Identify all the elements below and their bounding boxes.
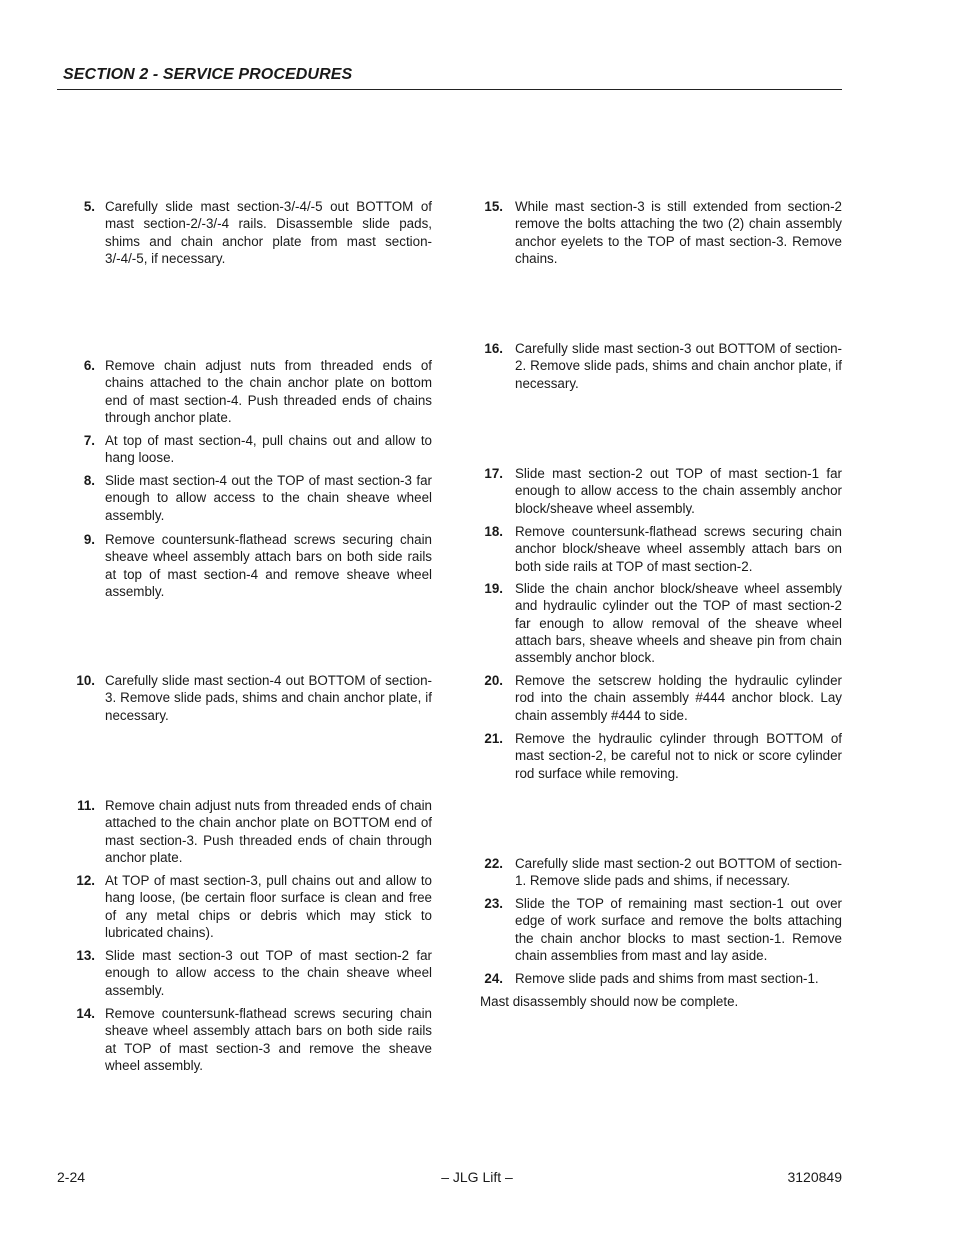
step-number: 23. (484, 896, 503, 911)
step-number: 17. (484, 466, 503, 481)
step-item (83, 198, 432, 267)
step-item (83, 472, 432, 524)
step-item (77, 797, 432, 866)
step-item (83, 432, 432, 467)
step-item (76, 947, 432, 999)
step-number: 22. (484, 856, 503, 871)
step-number: 16. (484, 341, 503, 356)
step-number: 8. (83, 473, 95, 488)
step-item (76, 872, 432, 941)
step-text: Slide mast section-2 out TOP of mast section-1 far enough to allow access to the chain assembly anchor block/sheave wheel assembly. (515, 466, 842, 516)
step-item (76, 672, 432, 724)
step-number: 9. (83, 532, 95, 547)
step-text: Carefully slide mast section-4 out BOTTOM of section-3. Remove slide pads, shims and chain anchor plate, if necessary. (105, 673, 432, 723)
step-item (484, 340, 842, 392)
step-text: Remove chain adjust nuts from threaded ends of chain attached to the chain anchor plate on BOTTOM end of mast section-3. Push threaded ends of chain through anchor plate. (105, 798, 432, 865)
document-number: 3120849 (787, 1169, 842, 1185)
step-number: 21. (484, 731, 503, 746)
closing-statement: Mast disassembly should now be complete. (480, 994, 739, 1009)
step-text: Carefully slide mast section-3/-4/-5 out BOTTOM of mast section-2/-3/-4 rails. Disassemble slide pads, shims and chain anchor plate from mast section-3/-4/-5, if necessary. (105, 199, 432, 266)
step-text: At TOP of mast section-3, pull chains out and allow to hang loose, (be certain floor surface is clean and free of any metal chips or debris which may stick to lubricated chains). (105, 873, 432, 940)
step-number: 15. (484, 199, 503, 214)
step-number: 11. (77, 798, 95, 813)
step-text: Slide mast section-3 out TOP of mast section-2 far enough to allow access to the chain sheave wheel assembly. (105, 948, 432, 998)
step-number: 6. (83, 358, 95, 373)
step-item (484, 672, 842, 724)
step-number: 14. (76, 1006, 95, 1021)
step-item (484, 970, 842, 987)
step-item (484, 580, 842, 666)
step-number: 19. (484, 581, 503, 596)
step-item (83, 357, 432, 426)
step-number: 24. (484, 971, 503, 986)
step-number: 10. (76, 673, 95, 688)
step-number: 5. (83, 199, 95, 214)
step-text: Remove the setscrew holding the hydraulic cylinder rod into the chain assembly #444 anchor block. Lay chain assembly #444 to side. (515, 673, 842, 723)
step-item (484, 465, 842, 517)
step-number: 13. (76, 948, 95, 963)
step-number: 20. (484, 673, 503, 688)
step-text: Carefully slide mast section-3 out BOTTOM of section-2. Remove slide pads, shims and chain anchor plate, if necessary. (515, 341, 842, 391)
step-item (484, 895, 842, 964)
step-text: Remove the hydraulic cylinder through BOTTOM of mast section-2, be careful not to nick or score cylinder rod surface while removing. (515, 731, 842, 781)
step-text: While mast section-3 is still extended from section-2 remove the bolts attaching the two (2) chain assembly anchor eyelets to the TOP of mast section-3. Remove chains. (515, 199, 842, 266)
step-number: 12. (76, 873, 95, 888)
step-text: Remove slide pads and shims from mast section-1. (515, 971, 819, 986)
step-text: Slide mast section-4 out the TOP of mast section-3 far enough to allow access to the chain sheave wheel assembly. (105, 473, 432, 523)
step-item (484, 855, 842, 890)
step-text: Remove countersunk-flathead screws securing chain anchor block/sheave wheel assembly attach bars on both side rails at TOP of mast section-2. (515, 524, 842, 574)
step-text: Slide the chain anchor block/sheave wheel assembly and hydraulic cylinder out the TOP of mast section-2 far enough to allow removal of the sheave wheel attach bars, sheave wheels and sheave pin from chain assembly anchor block. (515, 581, 842, 666)
section-title: SECTION 2 - SERVICE PROCEDURES (63, 66, 353, 83)
step-number: 18. (484, 524, 503, 539)
step-item (484, 730, 842, 782)
step-text: Remove countersunk-flathead screws securing chain sheave wheel assembly attach bars on both side rails at TOP of mast section-3 and remove the sheave wheel assembly. (105, 1006, 432, 1073)
page-number: 2-24 (57, 1169, 86, 1185)
footer-brand: – JLG Lift – (441, 1169, 513, 1185)
step-item (76, 1005, 432, 1074)
step-text: Remove countersunk-flathead screws securing chain sheave wheel assembly attach bars on both side rails at top of mast section-4 and remove sheave wheel assembly. (105, 532, 432, 599)
step-number: 7. (83, 433, 95, 448)
step-item (83, 531, 432, 600)
step-text: Carefully slide mast section-2 out BOTTOM of section-1. Remove slide pads and shims, if necessary. (515, 856, 842, 889)
step-item (484, 198, 842, 267)
step-text: Slide the TOP of remaining mast section-1 out over edge of work surface and remove the bolts attaching the chain anchor blocks to mast section-1. Remove chain assemblies from mast and lay aside. (515, 896, 842, 963)
step-text: Remove chain adjust nuts from threaded ends of chains attached to the chain anchor plate on bottom end of mast section-4. Push threaded ends of chains through anchor plate. (105, 358, 432, 425)
step-text: At top of mast section-4, pull chains out and allow to hang loose. (105, 433, 432, 466)
header-divider (57, 89, 842, 90)
step-item (484, 523, 842, 575)
